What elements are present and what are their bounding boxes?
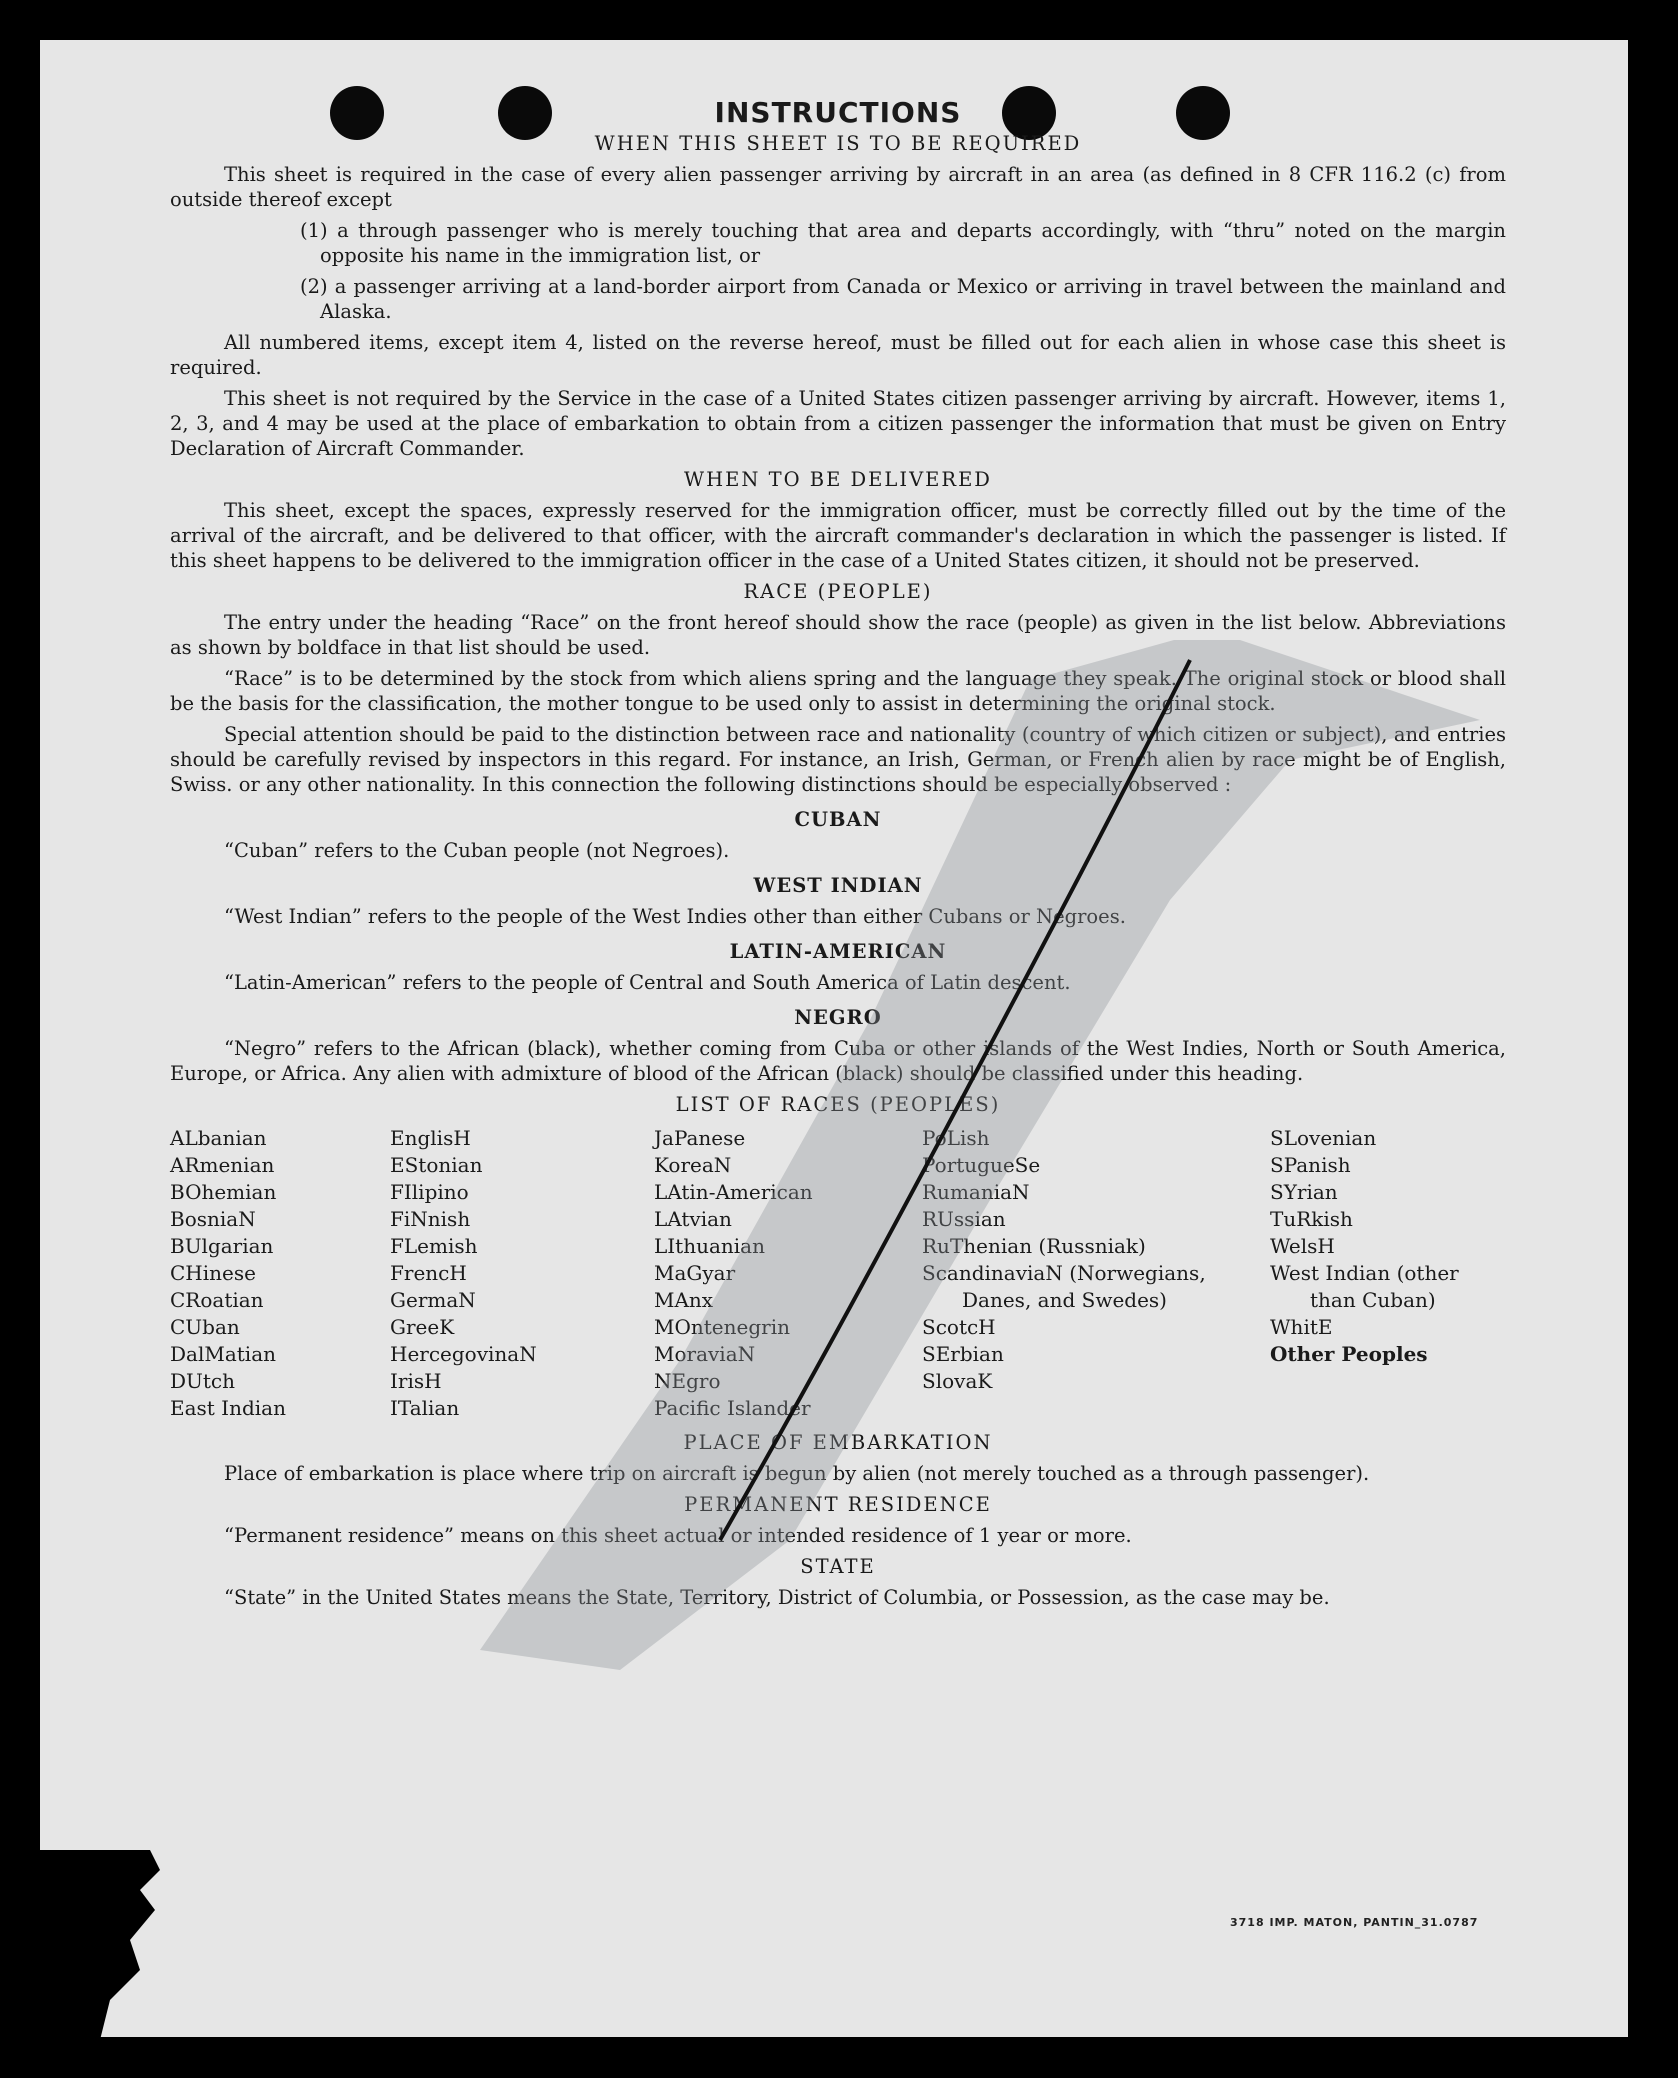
paragraph: All numbered items, except item 4, listed on the reverse hereof, must be filled out for each alien in whose case this sheet is required. (170, 331, 1506, 379)
race-entry: BUlgarian (170, 1234, 274, 1258)
races-column (654, 1125, 922, 1422)
list-item: (2) a passenger arriving at a land-border airport from Canada or Mexico or arriving in travel between the mainland and Alaska. (300, 275, 1506, 323)
definition-heading: CUBAN (794, 808, 882, 831)
race-entry: WelsH (1270, 1234, 1335, 1258)
race-entry: FiNnish (390, 1207, 471, 1231)
page-title: INSTRUCTIONS (714, 96, 962, 129)
race-entry: LAtin-American (654, 1180, 813, 1204)
race-entry: CHinese (170, 1261, 256, 1285)
section-heading: PERMANENT RESIDENCE (684, 1493, 992, 1516)
races-column (1270, 1125, 1506, 1422)
race-entry: MAnx (654, 1288, 714, 1312)
race-entry: SLovenian (1270, 1126, 1377, 1150)
definition-heading: LATIN-AMERICAN (729, 940, 947, 963)
race-entry: FrencH (390, 1261, 467, 1285)
race-entry: Pacific Islander (654, 1396, 811, 1420)
section-heading: PLACE OF EMBARKATION (683, 1431, 993, 1454)
paragraph: “State” in the United States means the State, Territory, District of Columbia, or Possession, as the case may be. (224, 1586, 1330, 1609)
races-list (170, 1125, 1506, 1422)
definition-text: “Cuban” refers to the Cuban people (not Negroes). (224, 839, 730, 862)
race-entry: NEgro (654, 1369, 721, 1393)
race-entry: FIlipino (390, 1180, 469, 1204)
race-entry: SErbian (922, 1342, 1004, 1366)
races-list-heading: LIST OF RACES (PEOPLES) (675, 1093, 1001, 1116)
definition-text: “West Indian” refers to the people of the West Indies other than either Cubans or Negroes. (224, 905, 1126, 928)
instructions-body (170, 96, 1506, 1616)
paragraph: Special attention should be paid to the distinction between race and nationality (country of which citizen or subject), and entries should be carefully revised by inspectors in this regard. For instance, an Irish, German, or French alien by race might be of English, Swiss. or any other nationality. In this connection the following distinctions should be especially observed : (170, 723, 1506, 796)
race-entry: KoreaN (654, 1153, 732, 1177)
print-code: 3718 IMP. MATON, PANTIN_31.0787 (1230, 1916, 1479, 1929)
definition-heading: WEST INDIAN (753, 874, 923, 897)
race-entry: JaPanese (654, 1126, 746, 1150)
race-entry: SPanish (1270, 1153, 1351, 1177)
race-entry: GermaN (390, 1288, 476, 1312)
race-entry: BOhemian (170, 1180, 277, 1204)
race-entry: IrisH (390, 1369, 442, 1393)
race-entry: RumaniaN (922, 1180, 1030, 1204)
race-entry: RuThenian (Russniak) (922, 1234, 1146, 1258)
definition-text: “Negro” refers to the African (black), whether coming from Cuba or other islands of the West Indies, North or South America, Europe, or Africa. Any alien with admixture of blood of the African (black) should be classified under this heading. (170, 1037, 1506, 1085)
races-column (922, 1125, 1270, 1422)
race-entry: SlovaK (922, 1369, 993, 1393)
list-item: (1) a through passenger who is merely touching that area and departs accordingly, with “thru” noted on the margin opposite his name in the immigration list, or (300, 219, 1506, 267)
race-entry: SYrian (1270, 1180, 1338, 1204)
race-entry: Other Peoples (1270, 1342, 1428, 1366)
race-entry: TuRkish (1270, 1207, 1353, 1231)
section-heading: STATE (800, 1555, 876, 1578)
race-entry: MaGyar (654, 1261, 736, 1285)
definition-heading: NEGRO (794, 1006, 882, 1029)
paragraph: “Race” is to be determined by the stock from which aliens spring and the language they speak. The original stock or blood shall be the basis for the classification, the mother tongue to be used only to assist in determining the original stock. (170, 667, 1506, 715)
race-entry: MoraviaN (654, 1342, 756, 1366)
races-column (390, 1125, 654, 1422)
race-entry: East Indian (170, 1396, 286, 1420)
paragraph: This sheet is not required by the Service in the case of a United States citizen passenger arriving by aircraft. However, items 1, 2, 3, and 4 may be used at the place of embarkation to obtain from a citizen passenger the information that must be given on Entry Declaration of Aircraft Commander. (170, 387, 1506, 460)
race-entry: WhitE (1270, 1315, 1333, 1339)
paragraph: This sheet, except the spaces, expressly reserved for the immigration officer, must be correctly filled out by the time of the arrival of the aircraft, and be delivered to that officer, with the aircraft commander's declaration in which the passenger is listed. If this sheet happens to be delivered to the immigration officer in the case of a United States citizen, it should not be preserved. (170, 499, 1506, 572)
section-heading: WHEN THIS SHEET IS TO BE REQUIRED (594, 132, 1082, 155)
race-entry: ITalian (390, 1396, 460, 1420)
race-entry: PortugueSe (922, 1153, 1041, 1177)
race-entry: DalMatian (170, 1342, 276, 1366)
race-entry: LIthuanian (654, 1234, 765, 1258)
race-entry: MOntenegrin (654, 1315, 790, 1339)
race-entry: EStonian (390, 1153, 483, 1177)
paragraph: This sheet is required in the case of every alien passenger arriving by aircraft in an area (as defined in 8 CFR 116.2 (c) from outside thereof except (170, 163, 1506, 211)
race-entry: West Indian (other than Cuban) (1270, 1261, 1459, 1312)
race-entry: GreeK (390, 1315, 455, 1339)
race-entry: CUban (170, 1315, 240, 1339)
section-heading: RACE (PEOPLE) (743, 580, 933, 603)
race-entry: PoLish (922, 1126, 990, 1150)
race-entry: ALbanian (170, 1126, 267, 1150)
race-entry: FLemish (390, 1234, 478, 1258)
exception-list (170, 218, 1506, 324)
race-entry: RUssian (922, 1207, 1006, 1231)
race-entry: HercegovinaN (390, 1342, 537, 1366)
race-entry: DUtch (170, 1369, 236, 1393)
race-entry: BosniaN (170, 1207, 256, 1231)
race-entry: LAtvian (654, 1207, 732, 1231)
races-column (170, 1125, 390, 1422)
race-entry: ScandinaviaN (Norwegians, Danes, and Swedes) (922, 1261, 1206, 1312)
race-entry: CRoatian (170, 1288, 264, 1312)
paragraph: The entry under the heading “Race” on the front hereof should show the race (people) as given in the list below. Abbreviations as shown by boldface in that list should be used. (170, 611, 1506, 659)
section-heading: WHEN TO BE DELIVERED (684, 468, 992, 491)
paragraph: Place of embarkation is place where trip on aircraft is begun by alien (not merely touched as a through passenger). (224, 1462, 1370, 1485)
race-entry: ARmenian (170, 1153, 275, 1177)
race-entry: EnglisH (390, 1126, 471, 1150)
paragraph: “Permanent residence” means on this sheet actual or intended residence of 1 year or more. (224, 1524, 1132, 1547)
definition-text: “Latin-American” refers to the people of Central and South America of Latin descent. (224, 971, 1071, 994)
race-entry: ScotcH (922, 1315, 996, 1339)
